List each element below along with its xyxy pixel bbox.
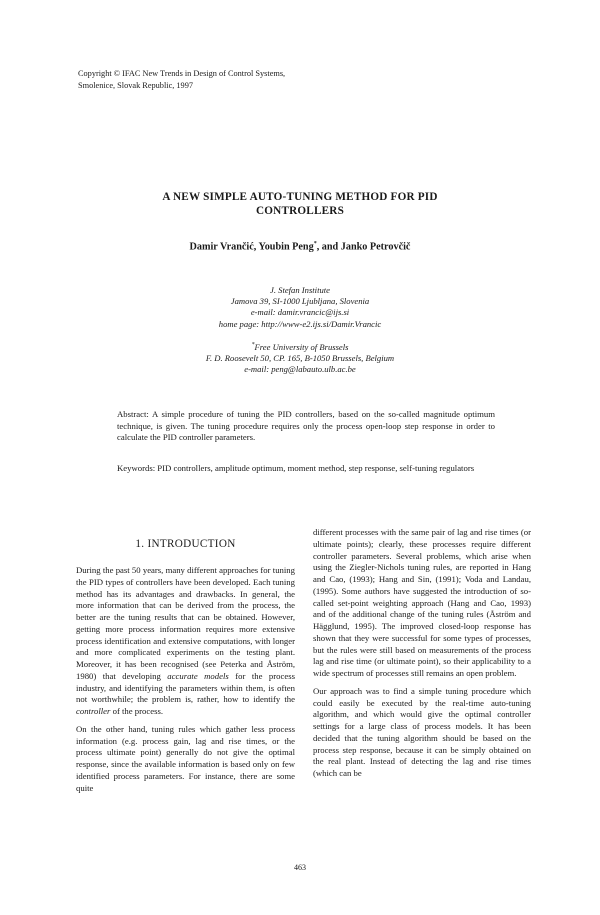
author-2: Youbin Peng (258, 241, 314, 253)
affiliation-1-email: e-mail: damir.vrancic@ijs.si (250, 307, 350, 318)
right-column (313, 527, 531, 786)
section-heading-introduction: 1. INTRODUCTION (135, 538, 236, 550)
affiliation-1-institute: J. Stefan Institute (270, 285, 330, 295)
affiliation-1-address: Jamova 39, SI-1000 Ljubljana, Slovenia (230, 296, 370, 307)
emphasis-accurate-models: accurate models (167, 670, 229, 681)
affiliation-2-university: Free University of Brussels (254, 341, 349, 352)
author-1: Damir Vrančić, (189, 241, 259, 253)
copyright-line-1: Copyright © IFAC New Trends in Design of Control Systems, (78, 69, 286, 78)
copyright-notice (78, 68, 338, 92)
affiliation-2-address: F. D. Roosevelt 50, CP. 165, B-1050 Brussels, Belgium (205, 353, 395, 364)
affiliation-1-homepage: home page: http://www-e2.ijs.si/Damir.Vrancic (218, 318, 382, 329)
left-column (76, 565, 295, 800)
title-line-2: CONTROLLERS (256, 205, 344, 217)
affiliation-2 (100, 340, 500, 375)
intro-paragraph-1-text-c: of the process. (110, 706, 164, 716)
affiliation-2-mark: * (251, 342, 255, 348)
author-3: , and Janko Petrovčič (316, 241, 411, 253)
title-line-1: A NEW SIMPLE AUTO-TUNING METHOD FOR PID (162, 191, 438, 203)
intro-paragraph-3: different processes with the same pair of lag and rise times (or ultimate points); clearly, these processes require different controller parameters. Several problems, which arise when using the Ziegler-Nichols tuning rules, are reported in Hang and Cao, (1993); Hang and Sin, (1991); Voda and Landau, (1995). Some authors have suggested the introduction of so-called set-point weighting approach (Hang and Cao, 1993) and of the additional change of the tuning rules (Åström and Hägglund, 1995). The improved closed-loop response has shown that they were successful for some types of processes, but the rules were still based on measurements of the process lag and rise time (or ultimate point), so their applicability to a wide spectrum of processes still remains an open problem. (313, 527, 531, 678)
intro-paragraph-4: Our approach was to find a simple tuning procedure which could easily be executed by the real-time auto-tuning algorithm, and which would give the optimal controller settings for a large class of process models. It has been decided that the tuning algorithm should be based on the process step response, because it can be simply obtained on the real plant. Instead of detecting the lag and rise times (which can be (313, 685, 531, 778)
intro-paragraph-1-text-b: for the process industry, and identifying the parameters within them, is often not worthwhile; the problem is, rather, how to identify the (76, 670, 295, 705)
author-2-affiliation-mark: * (313, 241, 317, 247)
paper-title (100, 190, 500, 218)
keywords: Keywords: PID controllers, amplitude optimum, moment method, step response, self-tuning regulators (117, 463, 475, 473)
intro-paragraph-1 (76, 565, 295, 718)
abstract: Abstract: A simple procedure of tuning the PID controllers, based on the so-called magnitude optimum technique, is given. The tuning procedure requires only the process open-loop step response in order to calculate the PID controller parameters. (117, 409, 495, 443)
affiliation-2-email: e-mail: peng@labauto.ulb.ac.be (244, 364, 356, 375)
author-list (100, 241, 500, 252)
intro-paragraph-2: On the other hand, tuning rules which gather less process information (e.g. process gain, lag and rise times, or the process ultimate point) generally do not give the optimal response, since the available information is based only on few identified process parameters. For instance, there are some quite (76, 723, 295, 793)
intro-paragraph-1-text-a: During the past 50 years, many different approaches for tuning the PID types of controllers have been developed. Each tuning method has its advantages and drawbacks. In general, the more information that can be derived from the process, the better are the tuning results that can be obtained. However, getting more process information requires more extensive process identification and extensive computations, with longer and more complicated experiments on the testing plant. Moreover, it has been recognised (see Peterka and Åström, 1980) that developing (76, 565, 295, 681)
emphasis-controller: controller (76, 706, 111, 716)
copyright-line-2: Smolenice, Slovak Republic, 1997 (78, 81, 193, 90)
page-number: 463 (294, 863, 306, 872)
affiliation-1 (100, 285, 500, 330)
